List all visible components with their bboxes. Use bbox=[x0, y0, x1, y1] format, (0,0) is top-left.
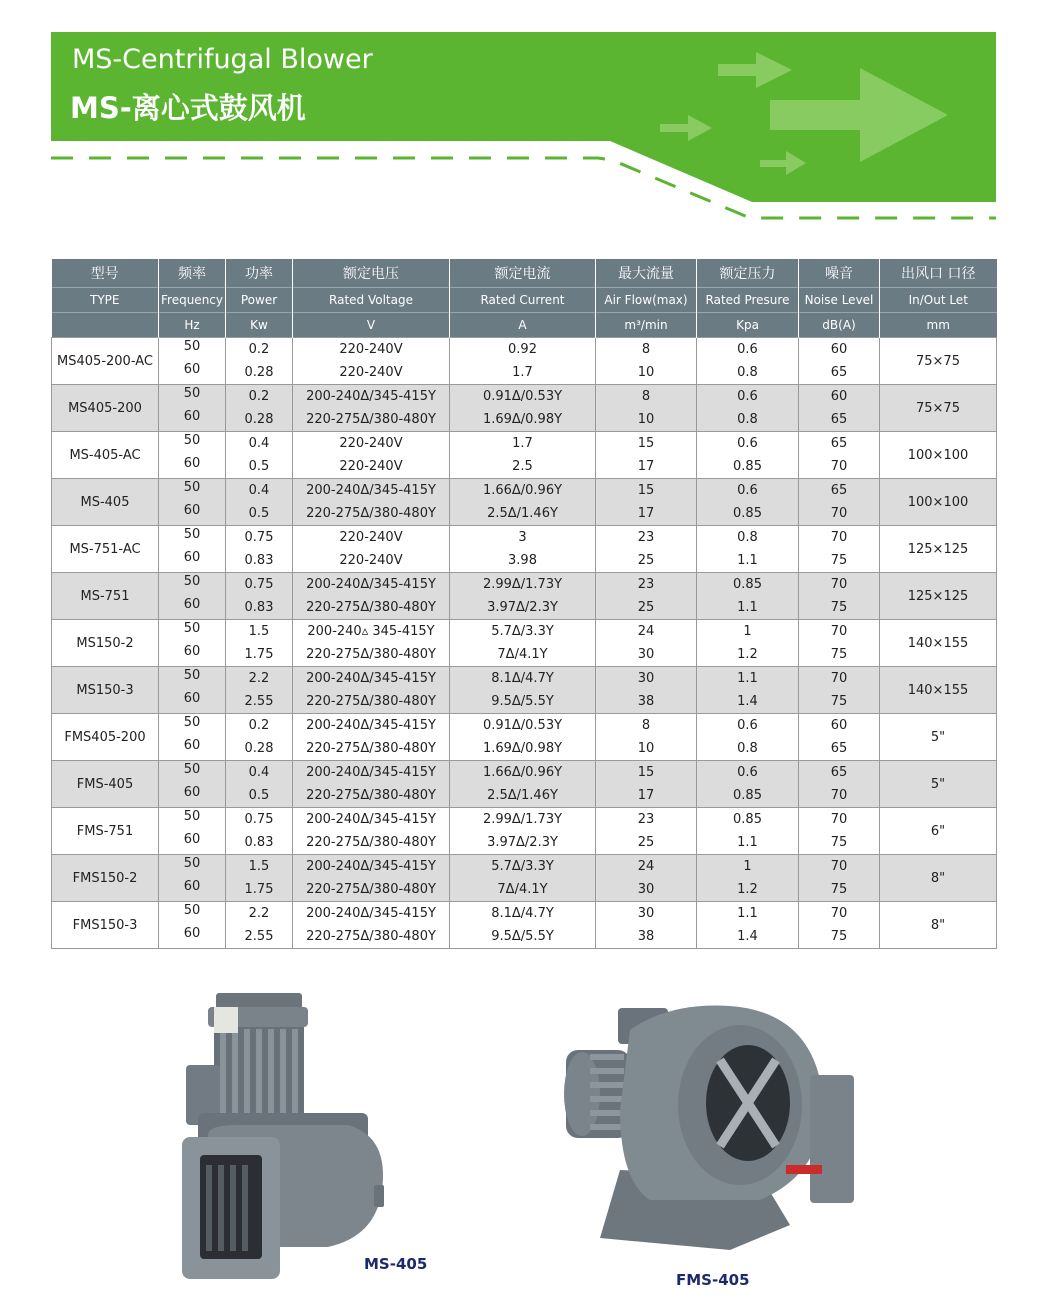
frequency-cell: 60 bbox=[159, 408, 226, 432]
table-row bbox=[52, 925, 997, 949]
column-header: 额定电流 bbox=[450, 259, 596, 288]
voltage-cell: 200-240Δ/345-415Y bbox=[293, 714, 450, 738]
header-row-units bbox=[52, 313, 997, 338]
table-row bbox=[52, 831, 997, 855]
airflow-cell: 25 bbox=[596, 549, 697, 573]
voltage-cell: 200-240Δ/345-415Y bbox=[293, 902, 450, 926]
frequency-cell: 50 bbox=[159, 620, 226, 644]
frequency-cell: 50 bbox=[159, 808, 226, 832]
noise-cell: 75 bbox=[799, 925, 880, 949]
airflow-cell: 23 bbox=[596, 808, 697, 832]
noise-cell: 60 bbox=[799, 714, 880, 738]
table-body bbox=[52, 338, 997, 949]
table-row bbox=[52, 878, 997, 902]
airflow-cell: 30 bbox=[596, 902, 697, 926]
frequency-cell: 50 bbox=[159, 338, 226, 362]
airflow-cell: 8 bbox=[596, 714, 697, 738]
column-header: Hz bbox=[159, 313, 226, 338]
column-header: 额定电压 bbox=[293, 259, 450, 288]
frequency-cell: 50 bbox=[159, 761, 226, 785]
model-cell: MS-405 bbox=[52, 479, 159, 526]
inlet-size-cell: 125×125 bbox=[880, 573, 997, 620]
airflow-cell: 24 bbox=[596, 855, 697, 879]
airflow-cell: 10 bbox=[596, 361, 697, 385]
airflow-cell: 25 bbox=[596, 596, 697, 620]
noise-cell: 65 bbox=[799, 479, 880, 503]
frequency-cell: 60 bbox=[159, 549, 226, 573]
table-row bbox=[52, 338, 997, 362]
airflow-cell: 23 bbox=[596, 573, 697, 597]
voltage-cell: 220-275Δ/380-480Y bbox=[293, 831, 450, 855]
current-cell: 1.7 bbox=[450, 361, 596, 385]
table-row bbox=[52, 385, 997, 409]
current-cell: 2.99Δ/1.73Y bbox=[450, 573, 596, 597]
ms-405-blower-image bbox=[178, 985, 393, 1285]
table-row bbox=[52, 573, 997, 597]
power-cell: 0.4 bbox=[226, 761, 293, 785]
frequency-cell: 60 bbox=[159, 361, 226, 385]
airflow-cell: 30 bbox=[596, 643, 697, 667]
airflow-cell: 10 bbox=[596, 408, 697, 432]
pressure-cell: 1.1 bbox=[697, 596, 799, 620]
power-cell: 0.5 bbox=[226, 784, 293, 808]
current-cell: 0.91Δ/0.53Y bbox=[450, 714, 596, 738]
airflow-cell: 24 bbox=[596, 620, 697, 644]
model-cell: FMS-405 bbox=[52, 761, 159, 808]
frequency-cell: 50 bbox=[159, 855, 226, 879]
airflow-cell: 17 bbox=[596, 502, 697, 526]
current-cell: 1.69Δ/0.98Y bbox=[450, 408, 596, 432]
pressure-cell: 1.2 bbox=[697, 643, 799, 667]
power-cell: 1.5 bbox=[226, 620, 293, 644]
frequency-cell: 50 bbox=[159, 526, 226, 550]
table-row bbox=[52, 549, 997, 573]
pressure-cell: 0.85 bbox=[697, 573, 799, 597]
current-cell: 0.91Δ/0.53Y bbox=[450, 385, 596, 409]
airflow-cell: 23 bbox=[596, 526, 697, 550]
ms-405-label: MS-405 bbox=[364, 1255, 428, 1273]
column-header: TYPE bbox=[52, 288, 159, 313]
pressure-cell: 0.8 bbox=[697, 408, 799, 432]
power-cell: 0.4 bbox=[226, 479, 293, 503]
header-row-chinese bbox=[52, 259, 997, 288]
inlet-size-cell: 8" bbox=[880, 855, 997, 902]
pressure-cell: 1 bbox=[697, 620, 799, 644]
noise-cell: 75 bbox=[799, 690, 880, 714]
column-header: In/Out Let bbox=[880, 288, 997, 313]
voltage-cell: 220-275Δ/380-480Y bbox=[293, 502, 450, 526]
pressure-cell: 0.8 bbox=[697, 526, 799, 550]
voltage-cell: 220-240V bbox=[293, 526, 450, 550]
column-header: 型号 bbox=[52, 259, 159, 288]
model-cell: MS405-200-AC bbox=[52, 338, 159, 385]
current-cell: 7Δ/4.1Y bbox=[450, 643, 596, 667]
power-cell: 2.55 bbox=[226, 690, 293, 714]
current-cell: 9.5Δ/5.5Y bbox=[450, 690, 596, 714]
power-cell: 0.75 bbox=[226, 526, 293, 550]
pressure-cell: 0.85 bbox=[697, 455, 799, 479]
voltage-cell: 220-275Δ/380-480Y bbox=[293, 596, 450, 620]
power-cell: 0.2 bbox=[226, 385, 293, 409]
column-header: Rated Presure bbox=[697, 288, 799, 313]
noise-cell: 65 bbox=[799, 361, 880, 385]
column-header: 最大流量 bbox=[596, 259, 697, 288]
noise-cell: 75 bbox=[799, 549, 880, 573]
inlet-size-cell: 140×155 bbox=[880, 620, 997, 667]
current-cell: 2.99Δ/1.73Y bbox=[450, 808, 596, 832]
title-english: MS-Centrifugal Blower bbox=[72, 44, 373, 75]
column-header: m³/min bbox=[596, 313, 697, 338]
spec-table bbox=[51, 259, 997, 949]
column-header: 出风口 口径 bbox=[880, 259, 997, 288]
column-header: mm bbox=[880, 313, 997, 338]
model-cell: FMS150-2 bbox=[52, 855, 159, 902]
model-cell: MS-405-AC bbox=[52, 432, 159, 479]
noise-cell: 70 bbox=[799, 808, 880, 832]
frequency-cell: 60 bbox=[159, 831, 226, 855]
frequency-cell: 50 bbox=[159, 479, 226, 503]
power-cell: 1.75 bbox=[226, 878, 293, 902]
inlet-size-cell: 100×100 bbox=[880, 432, 997, 479]
pressure-cell: 0.6 bbox=[697, 338, 799, 362]
pressure-cell: 0.6 bbox=[697, 385, 799, 409]
voltage-cell: 200-240Δ/345-415Y bbox=[293, 855, 450, 879]
inlet-size-cell: 5" bbox=[880, 761, 997, 808]
noise-cell: 70 bbox=[799, 902, 880, 926]
table-row bbox=[52, 479, 997, 503]
current-cell: 1.66Δ/0.96Y bbox=[450, 479, 596, 503]
power-cell: 0.83 bbox=[226, 596, 293, 620]
power-cell: 0.2 bbox=[226, 338, 293, 362]
power-cell: 2.2 bbox=[226, 902, 293, 926]
pressure-cell: 0.6 bbox=[697, 714, 799, 738]
pressure-cell: 1 bbox=[697, 855, 799, 879]
table-row bbox=[52, 502, 997, 526]
table-row bbox=[52, 784, 997, 808]
current-cell: 7Δ/4.1Y bbox=[450, 878, 596, 902]
table-row bbox=[52, 902, 997, 926]
airflow-cell: 15 bbox=[596, 432, 697, 456]
table-row bbox=[52, 808, 997, 832]
pressure-cell: 0.6 bbox=[697, 761, 799, 785]
airflow-cell: 15 bbox=[596, 479, 697, 503]
voltage-cell: 220-275Δ/380-480Y bbox=[293, 737, 450, 761]
current-cell: 8.1Δ/4.7Y bbox=[450, 667, 596, 691]
current-cell: 2.5Δ/1.46Y bbox=[450, 784, 596, 808]
inlet-size-cell: 125×125 bbox=[880, 526, 997, 573]
voltage-cell: 200-240Δ/345-415Y bbox=[293, 761, 450, 785]
table-row bbox=[52, 432, 997, 456]
noise-cell: 70 bbox=[799, 573, 880, 597]
noise-cell: 65 bbox=[799, 432, 880, 456]
power-cell: 0.5 bbox=[226, 455, 293, 479]
power-cell: 0.75 bbox=[226, 808, 293, 832]
airflow-cell: 17 bbox=[596, 784, 697, 808]
pressure-cell: 1.1 bbox=[697, 549, 799, 573]
frequency-cell: 60 bbox=[159, 596, 226, 620]
power-cell: 2.2 bbox=[226, 667, 293, 691]
column-header: dB(A) bbox=[799, 313, 880, 338]
airflow-cell: 10 bbox=[596, 737, 697, 761]
model-cell: MS150-3 bbox=[52, 667, 159, 714]
power-cell: 0.83 bbox=[226, 549, 293, 573]
power-cell: 1.5 bbox=[226, 855, 293, 879]
noise-cell: 70 bbox=[799, 855, 880, 879]
current-cell: 5.7Δ/3.3Y bbox=[450, 620, 596, 644]
current-cell: 2.5 bbox=[450, 455, 596, 479]
airflow-cell: 30 bbox=[596, 878, 697, 902]
voltage-cell: 200-240Δ/345-415Y bbox=[293, 479, 450, 503]
noise-cell: 75 bbox=[799, 831, 880, 855]
noise-cell: 70 bbox=[799, 667, 880, 691]
column-header: Power bbox=[226, 288, 293, 313]
voltage-cell: 220-275Δ/380-480Y bbox=[293, 690, 450, 714]
column-header: V bbox=[293, 313, 450, 338]
noise-cell: 60 bbox=[799, 338, 880, 362]
model-cell: MS-751 bbox=[52, 573, 159, 620]
model-cell: FMS405-200 bbox=[52, 714, 159, 761]
table-row bbox=[52, 643, 997, 667]
frequency-cell: 60 bbox=[159, 502, 226, 526]
frequency-cell: 60 bbox=[159, 690, 226, 714]
voltage-cell: 200-240▵ 345-415Y bbox=[293, 620, 450, 644]
fms-405-blower-image bbox=[560, 1000, 860, 1255]
airflow-cell: 25 bbox=[596, 831, 697, 855]
table-row bbox=[52, 737, 997, 761]
voltage-cell: 220-275Δ/380-480Y bbox=[293, 784, 450, 808]
airflow-cell: 30 bbox=[596, 667, 697, 691]
table-row bbox=[52, 596, 997, 620]
voltage-cell: 220-240V bbox=[293, 361, 450, 385]
pressure-cell: 0.85 bbox=[697, 808, 799, 832]
current-cell: 3 bbox=[450, 526, 596, 550]
model-cell: MS150-2 bbox=[52, 620, 159, 667]
voltage-cell: 200-240Δ/345-415Y bbox=[293, 573, 450, 597]
airflow-cell: 15 bbox=[596, 761, 697, 785]
noise-cell: 65 bbox=[799, 737, 880, 761]
pressure-cell: 1.1 bbox=[697, 902, 799, 926]
noise-cell: 70 bbox=[799, 526, 880, 550]
power-cell: 0.4 bbox=[226, 432, 293, 456]
voltage-cell: 220-240V bbox=[293, 338, 450, 362]
current-cell: 1.7 bbox=[450, 432, 596, 456]
inlet-size-cell: 75×75 bbox=[880, 338, 997, 385]
model-cell: MS405-200 bbox=[52, 385, 159, 432]
column-header bbox=[52, 313, 159, 338]
airflow-cell: 8 bbox=[596, 338, 697, 362]
table-row bbox=[52, 690, 997, 714]
frequency-cell: 60 bbox=[159, 455, 226, 479]
frequency-cell: 60 bbox=[159, 784, 226, 808]
airflow-cell: 17 bbox=[596, 455, 697, 479]
current-cell: 9.5Δ/5.5Y bbox=[450, 925, 596, 949]
power-cell: 0.28 bbox=[226, 408, 293, 432]
column-header: 额定压力 bbox=[697, 259, 799, 288]
title-chinese: MS-离心式鼓风机 bbox=[70, 91, 306, 125]
pressure-cell: 0.8 bbox=[697, 737, 799, 761]
voltage-cell: 220-275Δ/380-480Y bbox=[293, 643, 450, 667]
inlet-size-cell: 8" bbox=[880, 902, 997, 949]
column-header: Kpa bbox=[697, 313, 799, 338]
table-row bbox=[52, 761, 997, 785]
model-cell: FMS150-3 bbox=[52, 902, 159, 949]
pressure-cell: 0.85 bbox=[697, 502, 799, 526]
power-cell: 2.55 bbox=[226, 925, 293, 949]
fms-405-label: FMS-405 bbox=[676, 1271, 750, 1289]
pressure-cell: 1.4 bbox=[697, 690, 799, 714]
noise-cell: 65 bbox=[799, 408, 880, 432]
frequency-cell: 60 bbox=[159, 878, 226, 902]
voltage-cell: 220-240V bbox=[293, 549, 450, 573]
voltage-cell: 220-240V bbox=[293, 455, 450, 479]
power-cell: 0.28 bbox=[226, 737, 293, 761]
voltage-cell: 220-275Δ/380-480Y bbox=[293, 925, 450, 949]
inlet-size-cell: 5" bbox=[880, 714, 997, 761]
noise-cell: 65 bbox=[799, 761, 880, 785]
inlet-size-cell: 6" bbox=[880, 808, 997, 855]
current-cell: 8.1Δ/4.7Y bbox=[450, 902, 596, 926]
noise-cell: 75 bbox=[799, 596, 880, 620]
table-row bbox=[52, 361, 997, 385]
column-header: A bbox=[450, 313, 596, 338]
pressure-cell: 1.4 bbox=[697, 925, 799, 949]
power-cell: 0.2 bbox=[226, 714, 293, 738]
model-cell: MS-751-AC bbox=[52, 526, 159, 573]
power-cell: 0.5 bbox=[226, 502, 293, 526]
header-row-english bbox=[52, 288, 997, 313]
power-cell: 0.75 bbox=[226, 573, 293, 597]
table-row bbox=[52, 855, 997, 879]
table-row bbox=[52, 667, 997, 691]
frequency-cell: 60 bbox=[159, 925, 226, 949]
inlet-size-cell: 100×100 bbox=[880, 479, 997, 526]
noise-cell: 60 bbox=[799, 385, 880, 409]
current-cell: 3.97Δ/2.3Y bbox=[450, 831, 596, 855]
current-cell: 1.66Δ/0.96Y bbox=[450, 761, 596, 785]
frequency-cell: 50 bbox=[159, 714, 226, 738]
current-cell: 3.97Δ/2.3Y bbox=[450, 596, 596, 620]
table-row bbox=[52, 408, 997, 432]
power-cell: 1.75 bbox=[226, 643, 293, 667]
column-header: 噪音 bbox=[799, 259, 880, 288]
frequency-cell: 50 bbox=[159, 432, 226, 456]
current-cell: 5.7Δ/3.3Y bbox=[450, 855, 596, 879]
table-row bbox=[52, 714, 997, 738]
noise-cell: 75 bbox=[799, 878, 880, 902]
power-cell: 0.28 bbox=[226, 361, 293, 385]
airflow-cell: 38 bbox=[596, 690, 697, 714]
noise-cell: 70 bbox=[799, 502, 880, 526]
voltage-cell: 200-240Δ/345-415Y bbox=[293, 808, 450, 832]
pressure-cell: 1.1 bbox=[697, 831, 799, 855]
power-cell: 0.83 bbox=[226, 831, 293, 855]
noise-cell: 70 bbox=[799, 620, 880, 644]
inlet-size-cell: 75×75 bbox=[880, 385, 997, 432]
table-row bbox=[52, 526, 997, 550]
table-row bbox=[52, 455, 997, 479]
frequency-cell: 60 bbox=[159, 737, 226, 761]
current-cell: 3.98 bbox=[450, 549, 596, 573]
current-cell: 0.92 bbox=[450, 338, 596, 362]
column-header: 功率 bbox=[226, 259, 293, 288]
frequency-cell: 50 bbox=[159, 902, 226, 926]
pressure-cell: 1.1 bbox=[697, 667, 799, 691]
column-header: Rated Current bbox=[450, 288, 596, 313]
voltage-cell: 220-275Δ/380-480Y bbox=[293, 408, 450, 432]
voltage-cell: 200-240Δ/345-415Y bbox=[293, 667, 450, 691]
column-header: Rated Voltage bbox=[293, 288, 450, 313]
noise-cell: 70 bbox=[799, 784, 880, 808]
pressure-cell: 0.6 bbox=[697, 432, 799, 456]
pressure-cell: 0.6 bbox=[697, 479, 799, 503]
pressure-cell: 1.2 bbox=[697, 878, 799, 902]
column-header: 频率 bbox=[159, 259, 226, 288]
current-cell: 2.5Δ/1.46Y bbox=[450, 502, 596, 526]
pressure-cell: 0.8 bbox=[697, 361, 799, 385]
current-cell: 1.69Δ/0.98Y bbox=[450, 737, 596, 761]
inlet-size-cell: 140×155 bbox=[880, 667, 997, 714]
header-banner bbox=[0, 0, 1049, 230]
column-header: Noise Level bbox=[799, 288, 880, 313]
table-row bbox=[52, 620, 997, 644]
column-header: Air Flow(max) bbox=[596, 288, 697, 313]
frequency-cell: 60 bbox=[159, 643, 226, 667]
pressure-cell: 0.85 bbox=[697, 784, 799, 808]
airflow-cell: 8 bbox=[596, 385, 697, 409]
airflow-cell: 38 bbox=[596, 925, 697, 949]
voltage-cell: 220-240V bbox=[293, 432, 450, 456]
model-cell: FMS-751 bbox=[52, 808, 159, 855]
frequency-cell: 50 bbox=[159, 385, 226, 409]
column-header: Kw bbox=[226, 313, 293, 338]
noise-cell: 70 bbox=[799, 455, 880, 479]
frequency-cell: 50 bbox=[159, 573, 226, 597]
voltage-cell: 220-275Δ/380-480Y bbox=[293, 878, 450, 902]
column-header: Frequency bbox=[159, 288, 226, 313]
noise-cell: 75 bbox=[799, 643, 880, 667]
voltage-cell: 200-240Δ/345-415Y bbox=[293, 385, 450, 409]
frequency-cell: 50 bbox=[159, 667, 226, 691]
